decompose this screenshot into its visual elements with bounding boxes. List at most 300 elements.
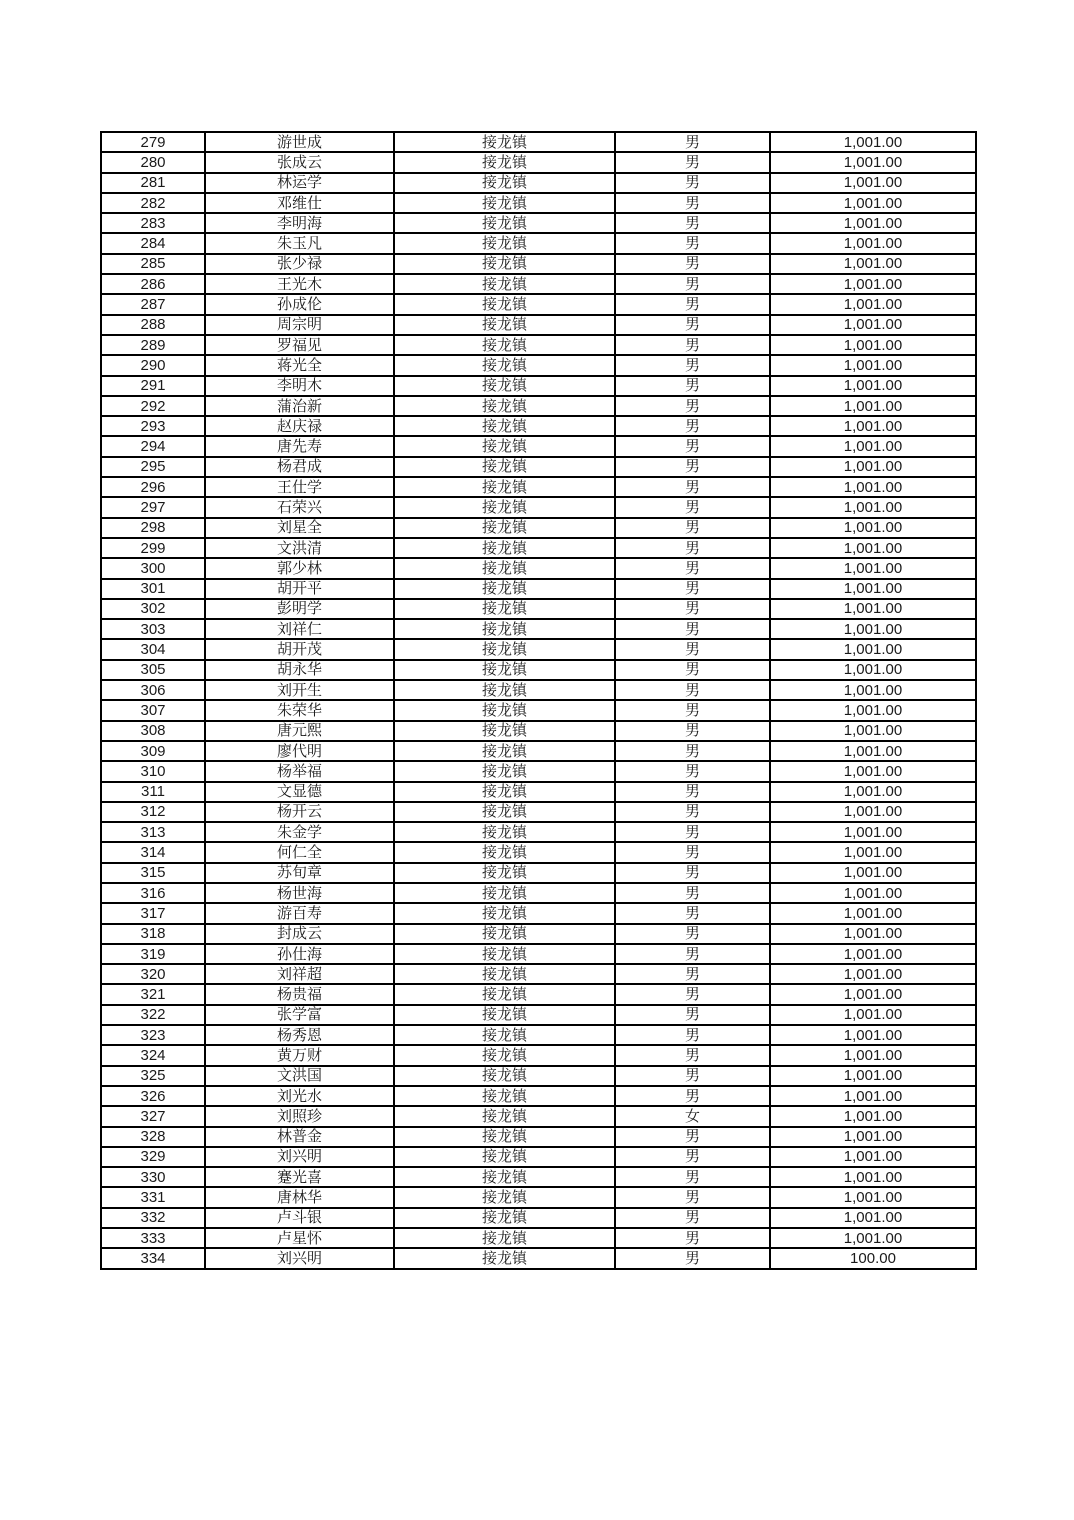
cell-name: 王仕学 bbox=[205, 477, 394, 497]
cell-amount: 1,001.00 bbox=[770, 964, 976, 984]
cell-gender: 男 bbox=[615, 233, 770, 253]
table-row bbox=[101, 761, 976, 781]
cell-name: 何仁全 bbox=[205, 842, 394, 862]
cell-gender: 男 bbox=[615, 558, 770, 578]
cell-gender: 男 bbox=[615, 944, 770, 964]
cell-name: 刘照珍 bbox=[205, 1106, 394, 1126]
table-row bbox=[101, 274, 976, 294]
cell-town: 接龙镇 bbox=[394, 761, 615, 781]
cell-gender: 男 bbox=[615, 639, 770, 659]
cell-name: 游百寿 bbox=[205, 903, 394, 923]
cell-serial-number: 289 bbox=[101, 335, 205, 355]
cell-town: 接龙镇 bbox=[394, 477, 615, 497]
cell-name: 封成云 bbox=[205, 924, 394, 944]
cell-gender: 男 bbox=[615, 903, 770, 923]
table-row bbox=[101, 436, 976, 456]
cell-gender: 男 bbox=[615, 680, 770, 700]
cell-gender: 男 bbox=[615, 477, 770, 497]
cell-amount: 1,001.00 bbox=[770, 1086, 976, 1106]
roster-body bbox=[101, 132, 976, 1269]
cell-name: 王光木 bbox=[205, 274, 394, 294]
cell-gender: 男 bbox=[615, 132, 770, 152]
cell-name: 唐林华 bbox=[205, 1187, 394, 1207]
cell-amount: 1,001.00 bbox=[770, 1045, 976, 1065]
cell-town: 接龙镇 bbox=[394, 1005, 615, 1025]
table-row bbox=[101, 355, 976, 375]
cell-town: 接龙镇 bbox=[394, 721, 615, 741]
table-row bbox=[101, 477, 976, 497]
cell-name: 廖代明 bbox=[205, 741, 394, 761]
cell-gender: 男 bbox=[615, 1025, 770, 1045]
cell-town: 接龙镇 bbox=[394, 1045, 615, 1065]
cell-serial-number: 327 bbox=[101, 1106, 205, 1126]
cell-name: 胡开茂 bbox=[205, 639, 394, 659]
cell-serial-number: 299 bbox=[101, 538, 205, 558]
cell-amount: 1,001.00 bbox=[770, 700, 976, 720]
cell-serial-number: 319 bbox=[101, 944, 205, 964]
cell-town: 接龙镇 bbox=[394, 538, 615, 558]
cell-amount: 1,001.00 bbox=[770, 1025, 976, 1045]
cell-serial-number: 298 bbox=[101, 518, 205, 538]
cell-town: 接龙镇 bbox=[394, 558, 615, 578]
cell-serial-number: 322 bbox=[101, 1005, 205, 1025]
cell-town: 接龙镇 bbox=[394, 1147, 615, 1167]
cell-serial-number: 279 bbox=[101, 132, 205, 152]
cell-town: 接龙镇 bbox=[394, 1025, 615, 1045]
cell-amount: 1,001.00 bbox=[770, 822, 976, 842]
cell-amount: 1,001.00 bbox=[770, 721, 976, 741]
cell-town: 接龙镇 bbox=[394, 335, 615, 355]
cell-town: 接龙镇 bbox=[394, 822, 615, 842]
cell-serial-number: 296 bbox=[101, 477, 205, 497]
cell-serial-number: 317 bbox=[101, 903, 205, 923]
cell-serial-number: 290 bbox=[101, 355, 205, 375]
cell-amount: 1,001.00 bbox=[770, 335, 976, 355]
cell-town: 接龙镇 bbox=[394, 599, 615, 619]
cell-gender: 男 bbox=[615, 964, 770, 984]
cell-town: 接龙镇 bbox=[394, 1066, 615, 1086]
cell-serial-number: 313 bbox=[101, 822, 205, 842]
cell-amount: 1,001.00 bbox=[770, 1106, 976, 1126]
cell-name: 卢星怀 bbox=[205, 1228, 394, 1248]
cell-town: 接龙镇 bbox=[394, 1086, 615, 1106]
table-row bbox=[101, 903, 976, 923]
table-row bbox=[101, 579, 976, 599]
cell-amount: 1,001.00 bbox=[770, 1005, 976, 1025]
cell-town: 接龙镇 bbox=[394, 842, 615, 862]
cell-serial-number: 304 bbox=[101, 639, 205, 659]
cell-gender: 男 bbox=[615, 355, 770, 375]
cell-gender: 男 bbox=[615, 274, 770, 294]
table-row bbox=[101, 802, 976, 822]
cell-name: 唐元熙 bbox=[205, 721, 394, 741]
table-row bbox=[101, 842, 976, 862]
cell-serial-number: 288 bbox=[101, 315, 205, 335]
cell-town: 接龙镇 bbox=[394, 213, 615, 233]
table-row bbox=[101, 721, 976, 741]
cell-name: 李明木 bbox=[205, 376, 394, 396]
cell-amount: 1,001.00 bbox=[770, 376, 976, 396]
cell-name: 张少禄 bbox=[205, 254, 394, 274]
table-row bbox=[101, 924, 976, 944]
table-row bbox=[101, 193, 976, 213]
cell-serial-number: 328 bbox=[101, 1127, 205, 1147]
cell-gender: 男 bbox=[615, 1005, 770, 1025]
cell-amount: 1,001.00 bbox=[770, 1167, 976, 1187]
cell-gender: 男 bbox=[615, 213, 770, 233]
cell-serial-number: 331 bbox=[101, 1187, 205, 1207]
cell-gender: 男 bbox=[615, 1248, 770, 1268]
cell-name: 唐先寿 bbox=[205, 436, 394, 456]
cell-name: 杨举福 bbox=[205, 761, 394, 781]
cell-name: 刘祥超 bbox=[205, 964, 394, 984]
cell-serial-number: 316 bbox=[101, 883, 205, 903]
cell-gender: 男 bbox=[615, 822, 770, 842]
cell-gender: 男 bbox=[615, 1086, 770, 1106]
table-row bbox=[101, 1066, 976, 1086]
table-row bbox=[101, 152, 976, 172]
cell-town: 接龙镇 bbox=[394, 233, 615, 253]
cell-name: 刘星全 bbox=[205, 518, 394, 538]
cell-amount: 1,001.00 bbox=[770, 579, 976, 599]
cell-amount: 1,001.00 bbox=[770, 944, 976, 964]
cell-town: 接龙镇 bbox=[394, 680, 615, 700]
table-row bbox=[101, 558, 976, 578]
cell-name: 游世成 bbox=[205, 132, 394, 152]
cell-serial-number: 300 bbox=[101, 558, 205, 578]
table-row bbox=[101, 700, 976, 720]
cell-name: 蒋光全 bbox=[205, 355, 394, 375]
cell-gender: 男 bbox=[615, 761, 770, 781]
cell-name: 石荣兴 bbox=[205, 497, 394, 517]
cell-gender: 男 bbox=[615, 1147, 770, 1167]
cell-serial-number: 295 bbox=[101, 457, 205, 477]
cell-town: 接龙镇 bbox=[394, 173, 615, 193]
cell-name: 张学富 bbox=[205, 1005, 394, 1025]
cell-gender: 男 bbox=[615, 152, 770, 172]
cell-amount: 1,001.00 bbox=[770, 1228, 976, 1248]
cell-serial-number: 281 bbox=[101, 173, 205, 193]
table-row bbox=[101, 213, 976, 233]
cell-amount: 1,001.00 bbox=[770, 558, 976, 578]
cell-gender: 男 bbox=[615, 457, 770, 477]
cell-serial-number: 320 bbox=[101, 964, 205, 984]
cell-gender: 男 bbox=[615, 538, 770, 558]
cell-serial-number: 284 bbox=[101, 233, 205, 253]
cell-amount: 1,001.00 bbox=[770, 477, 976, 497]
cell-amount: 1,001.00 bbox=[770, 518, 976, 538]
table-row bbox=[101, 1248, 976, 1268]
cell-town: 接龙镇 bbox=[394, 700, 615, 720]
table-row bbox=[101, 680, 976, 700]
table-row bbox=[101, 1086, 976, 1106]
table-row bbox=[101, 518, 976, 538]
cell-gender: 男 bbox=[615, 782, 770, 802]
cell-town: 接龙镇 bbox=[394, 782, 615, 802]
cell-town: 接龙镇 bbox=[394, 741, 615, 761]
cell-serial-number: 305 bbox=[101, 660, 205, 680]
cell-name: 蒲治新 bbox=[205, 396, 394, 416]
cell-name: 胡永华 bbox=[205, 660, 394, 680]
cell-amount: 1,001.00 bbox=[770, 233, 976, 253]
cell-amount: 1,001.00 bbox=[770, 619, 976, 639]
cell-gender: 男 bbox=[615, 335, 770, 355]
table-row bbox=[101, 1187, 976, 1207]
cell-gender: 男 bbox=[615, 802, 770, 822]
cell-town: 接龙镇 bbox=[394, 457, 615, 477]
cell-town: 接龙镇 bbox=[394, 660, 615, 680]
cell-amount: 1,001.00 bbox=[770, 883, 976, 903]
cell-serial-number: 293 bbox=[101, 416, 205, 436]
table-row bbox=[101, 233, 976, 253]
cell-serial-number: 291 bbox=[101, 376, 205, 396]
cell-amount: 1,001.00 bbox=[770, 193, 976, 213]
cell-town: 接龙镇 bbox=[394, 883, 615, 903]
cell-gender: 男 bbox=[615, 842, 770, 862]
cell-serial-number: 286 bbox=[101, 274, 205, 294]
cell-town: 接龙镇 bbox=[394, 132, 615, 152]
cell-serial-number: 310 bbox=[101, 761, 205, 781]
cell-amount: 1,001.00 bbox=[770, 903, 976, 923]
table-row bbox=[101, 294, 976, 314]
cell-serial-number: 332 bbox=[101, 1208, 205, 1228]
cell-serial-number: 303 bbox=[101, 619, 205, 639]
cell-amount: 1,001.00 bbox=[770, 1208, 976, 1228]
table-row bbox=[101, 1005, 976, 1025]
table-row bbox=[101, 1167, 976, 1187]
cell-name: 彭明学 bbox=[205, 599, 394, 619]
cell-serial-number: 333 bbox=[101, 1228, 205, 1248]
cell-amount: 1,001.00 bbox=[770, 863, 976, 883]
cell-amount: 1,001.00 bbox=[770, 416, 976, 436]
cell-gender: 男 bbox=[615, 700, 770, 720]
table-row bbox=[101, 944, 976, 964]
table-row bbox=[101, 984, 976, 1004]
table-row bbox=[101, 863, 976, 883]
cell-town: 接龙镇 bbox=[394, 497, 615, 517]
cell-gender: 男 bbox=[615, 254, 770, 274]
cell-town: 接龙镇 bbox=[394, 294, 615, 314]
cell-town: 接龙镇 bbox=[394, 579, 615, 599]
cell-town: 接龙镇 bbox=[394, 984, 615, 1004]
cell-amount: 1,001.00 bbox=[770, 599, 976, 619]
cell-town: 接龙镇 bbox=[394, 1187, 615, 1207]
cell-name: 朱金学 bbox=[205, 822, 394, 842]
table-row bbox=[101, 1106, 976, 1126]
cell-name: 郭少林 bbox=[205, 558, 394, 578]
cell-town: 接龙镇 bbox=[394, 802, 615, 822]
cell-amount: 1,001.00 bbox=[770, 213, 976, 233]
table-row bbox=[101, 1208, 976, 1228]
cell-gender: 男 bbox=[615, 863, 770, 883]
cell-serial-number: 334 bbox=[101, 1248, 205, 1268]
cell-serial-number: 301 bbox=[101, 579, 205, 599]
cell-gender: 男 bbox=[615, 1066, 770, 1086]
cell-gender: 男 bbox=[615, 984, 770, 1004]
cell-amount: 1,001.00 bbox=[770, 254, 976, 274]
cell-gender: 男 bbox=[615, 294, 770, 314]
table-row bbox=[101, 782, 976, 802]
cell-amount: 1,001.00 bbox=[770, 1187, 976, 1207]
cell-amount: 1,001.00 bbox=[770, 132, 976, 152]
table-row bbox=[101, 741, 976, 761]
cell-amount: 1,001.00 bbox=[770, 741, 976, 761]
table-row bbox=[101, 376, 976, 396]
cell-serial-number: 282 bbox=[101, 193, 205, 213]
cell-amount: 1,001.00 bbox=[770, 924, 976, 944]
cell-name: 杨世海 bbox=[205, 883, 394, 903]
cell-name: 李明海 bbox=[205, 213, 394, 233]
cell-serial-number: 309 bbox=[101, 741, 205, 761]
cell-name: 刘兴明 bbox=[205, 1147, 394, 1167]
cell-town: 接龙镇 bbox=[394, 436, 615, 456]
table-row bbox=[101, 883, 976, 903]
cell-town: 接龙镇 bbox=[394, 416, 615, 436]
cell-gender: 男 bbox=[615, 1187, 770, 1207]
cell-gender: 男 bbox=[615, 741, 770, 761]
cell-amount: 1,001.00 bbox=[770, 680, 976, 700]
cell-amount: 1,001.00 bbox=[770, 497, 976, 517]
cell-name: 林普金 bbox=[205, 1127, 394, 1147]
cell-town: 接龙镇 bbox=[394, 863, 615, 883]
cell-amount: 100.00 bbox=[770, 1248, 976, 1268]
cell-serial-number: 285 bbox=[101, 254, 205, 274]
cell-amount: 1,001.00 bbox=[770, 538, 976, 558]
cell-serial-number: 280 bbox=[101, 152, 205, 172]
cell-gender: 男 bbox=[615, 579, 770, 599]
cell-name: 孙成伦 bbox=[205, 294, 394, 314]
roster-table bbox=[100, 131, 977, 1270]
table-row bbox=[101, 1127, 976, 1147]
cell-serial-number: 321 bbox=[101, 984, 205, 1004]
cell-town: 接龙镇 bbox=[394, 274, 615, 294]
cell-name: 蹇光喜 bbox=[205, 1167, 394, 1187]
cell-name: 文显德 bbox=[205, 782, 394, 802]
table-row bbox=[101, 335, 976, 355]
cell-amount: 1,001.00 bbox=[770, 984, 976, 1004]
cell-serial-number: 329 bbox=[101, 1147, 205, 1167]
table-row bbox=[101, 1025, 976, 1045]
cell-town: 接龙镇 bbox=[394, 1127, 615, 1147]
cell-gender: 男 bbox=[615, 1127, 770, 1147]
cell-name: 刘光水 bbox=[205, 1086, 394, 1106]
cell-serial-number: 307 bbox=[101, 700, 205, 720]
table-row bbox=[101, 497, 976, 517]
cell-gender: 男 bbox=[615, 396, 770, 416]
cell-gender: 男 bbox=[615, 1228, 770, 1248]
cell-name: 邓维仕 bbox=[205, 193, 394, 213]
cell-gender: 男 bbox=[615, 1167, 770, 1187]
cell-town: 接龙镇 bbox=[394, 254, 615, 274]
cell-gender: 男 bbox=[615, 924, 770, 944]
table-row bbox=[101, 1147, 976, 1167]
cell-amount: 1,001.00 bbox=[770, 1066, 976, 1086]
cell-town: 接龙镇 bbox=[394, 1228, 615, 1248]
cell-gender: 男 bbox=[615, 436, 770, 456]
cell-gender: 男 bbox=[615, 599, 770, 619]
table-row bbox=[101, 457, 976, 477]
cell-amount: 1,001.00 bbox=[770, 355, 976, 375]
cell-town: 接龙镇 bbox=[394, 1106, 615, 1126]
cell-gender: 男 bbox=[615, 1208, 770, 1228]
cell-amount: 1,001.00 bbox=[770, 639, 976, 659]
cell-serial-number: 324 bbox=[101, 1045, 205, 1065]
cell-gender: 男 bbox=[615, 883, 770, 903]
cell-town: 接龙镇 bbox=[394, 944, 615, 964]
cell-name: 杨君成 bbox=[205, 457, 394, 477]
cell-serial-number: 292 bbox=[101, 396, 205, 416]
cell-gender: 男 bbox=[615, 660, 770, 680]
cell-town: 接龙镇 bbox=[394, 924, 615, 944]
table-row bbox=[101, 660, 976, 680]
cell-serial-number: 326 bbox=[101, 1086, 205, 1106]
cell-amount: 1,001.00 bbox=[770, 457, 976, 477]
cell-amount: 1,001.00 bbox=[770, 436, 976, 456]
cell-name: 赵庆禄 bbox=[205, 416, 394, 436]
cell-serial-number: 287 bbox=[101, 294, 205, 314]
cell-name: 罗福见 bbox=[205, 335, 394, 355]
cell-name: 文洪清 bbox=[205, 538, 394, 558]
cell-name: 胡开平 bbox=[205, 579, 394, 599]
table-row bbox=[101, 538, 976, 558]
table-row bbox=[101, 1045, 976, 1065]
cell-gender: 男 bbox=[615, 193, 770, 213]
cell-amount: 1,001.00 bbox=[770, 396, 976, 416]
cell-amount: 1,001.00 bbox=[770, 761, 976, 781]
cell-amount: 1,001.00 bbox=[770, 274, 976, 294]
cell-name: 文洪国 bbox=[205, 1066, 394, 1086]
table-row bbox=[101, 619, 976, 639]
cell-amount: 1,001.00 bbox=[770, 660, 976, 680]
cell-gender: 男 bbox=[615, 518, 770, 538]
cell-name: 杨开云 bbox=[205, 802, 394, 822]
cell-gender: 男 bbox=[615, 497, 770, 517]
cell-town: 接龙镇 bbox=[394, 619, 615, 639]
cell-gender: 男 bbox=[615, 721, 770, 741]
table-row bbox=[101, 599, 976, 619]
table-row bbox=[101, 822, 976, 842]
cell-amount: 1,001.00 bbox=[770, 315, 976, 335]
cell-serial-number: 283 bbox=[101, 213, 205, 233]
table-row bbox=[101, 639, 976, 659]
table-row bbox=[101, 396, 976, 416]
cell-gender: 女 bbox=[615, 1106, 770, 1126]
cell-serial-number: 311 bbox=[101, 782, 205, 802]
cell-gender: 男 bbox=[615, 619, 770, 639]
cell-serial-number: 315 bbox=[101, 863, 205, 883]
cell-amount: 1,001.00 bbox=[770, 1147, 976, 1167]
cell-name: 苏旬章 bbox=[205, 863, 394, 883]
cell-town: 接龙镇 bbox=[394, 315, 615, 335]
cell-name: 黄万财 bbox=[205, 1045, 394, 1065]
cell-town: 接龙镇 bbox=[394, 1248, 615, 1268]
cell-town: 接龙镇 bbox=[394, 376, 615, 396]
cell-serial-number: 314 bbox=[101, 842, 205, 862]
cell-name: 卢斗银 bbox=[205, 1208, 394, 1228]
cell-name: 刘祥仁 bbox=[205, 619, 394, 639]
cell-gender: 男 bbox=[615, 416, 770, 436]
cell-name: 刘开生 bbox=[205, 680, 394, 700]
cell-name: 林运学 bbox=[205, 173, 394, 193]
cell-town: 接龙镇 bbox=[394, 903, 615, 923]
cell-amount: 1,001.00 bbox=[770, 1127, 976, 1147]
cell-serial-number: 306 bbox=[101, 680, 205, 700]
cell-town: 接龙镇 bbox=[394, 355, 615, 375]
cell-name: 周宗明 bbox=[205, 315, 394, 335]
cell-amount: 1,001.00 bbox=[770, 173, 976, 193]
cell-serial-number: 323 bbox=[101, 1025, 205, 1045]
cell-town: 接龙镇 bbox=[394, 639, 615, 659]
